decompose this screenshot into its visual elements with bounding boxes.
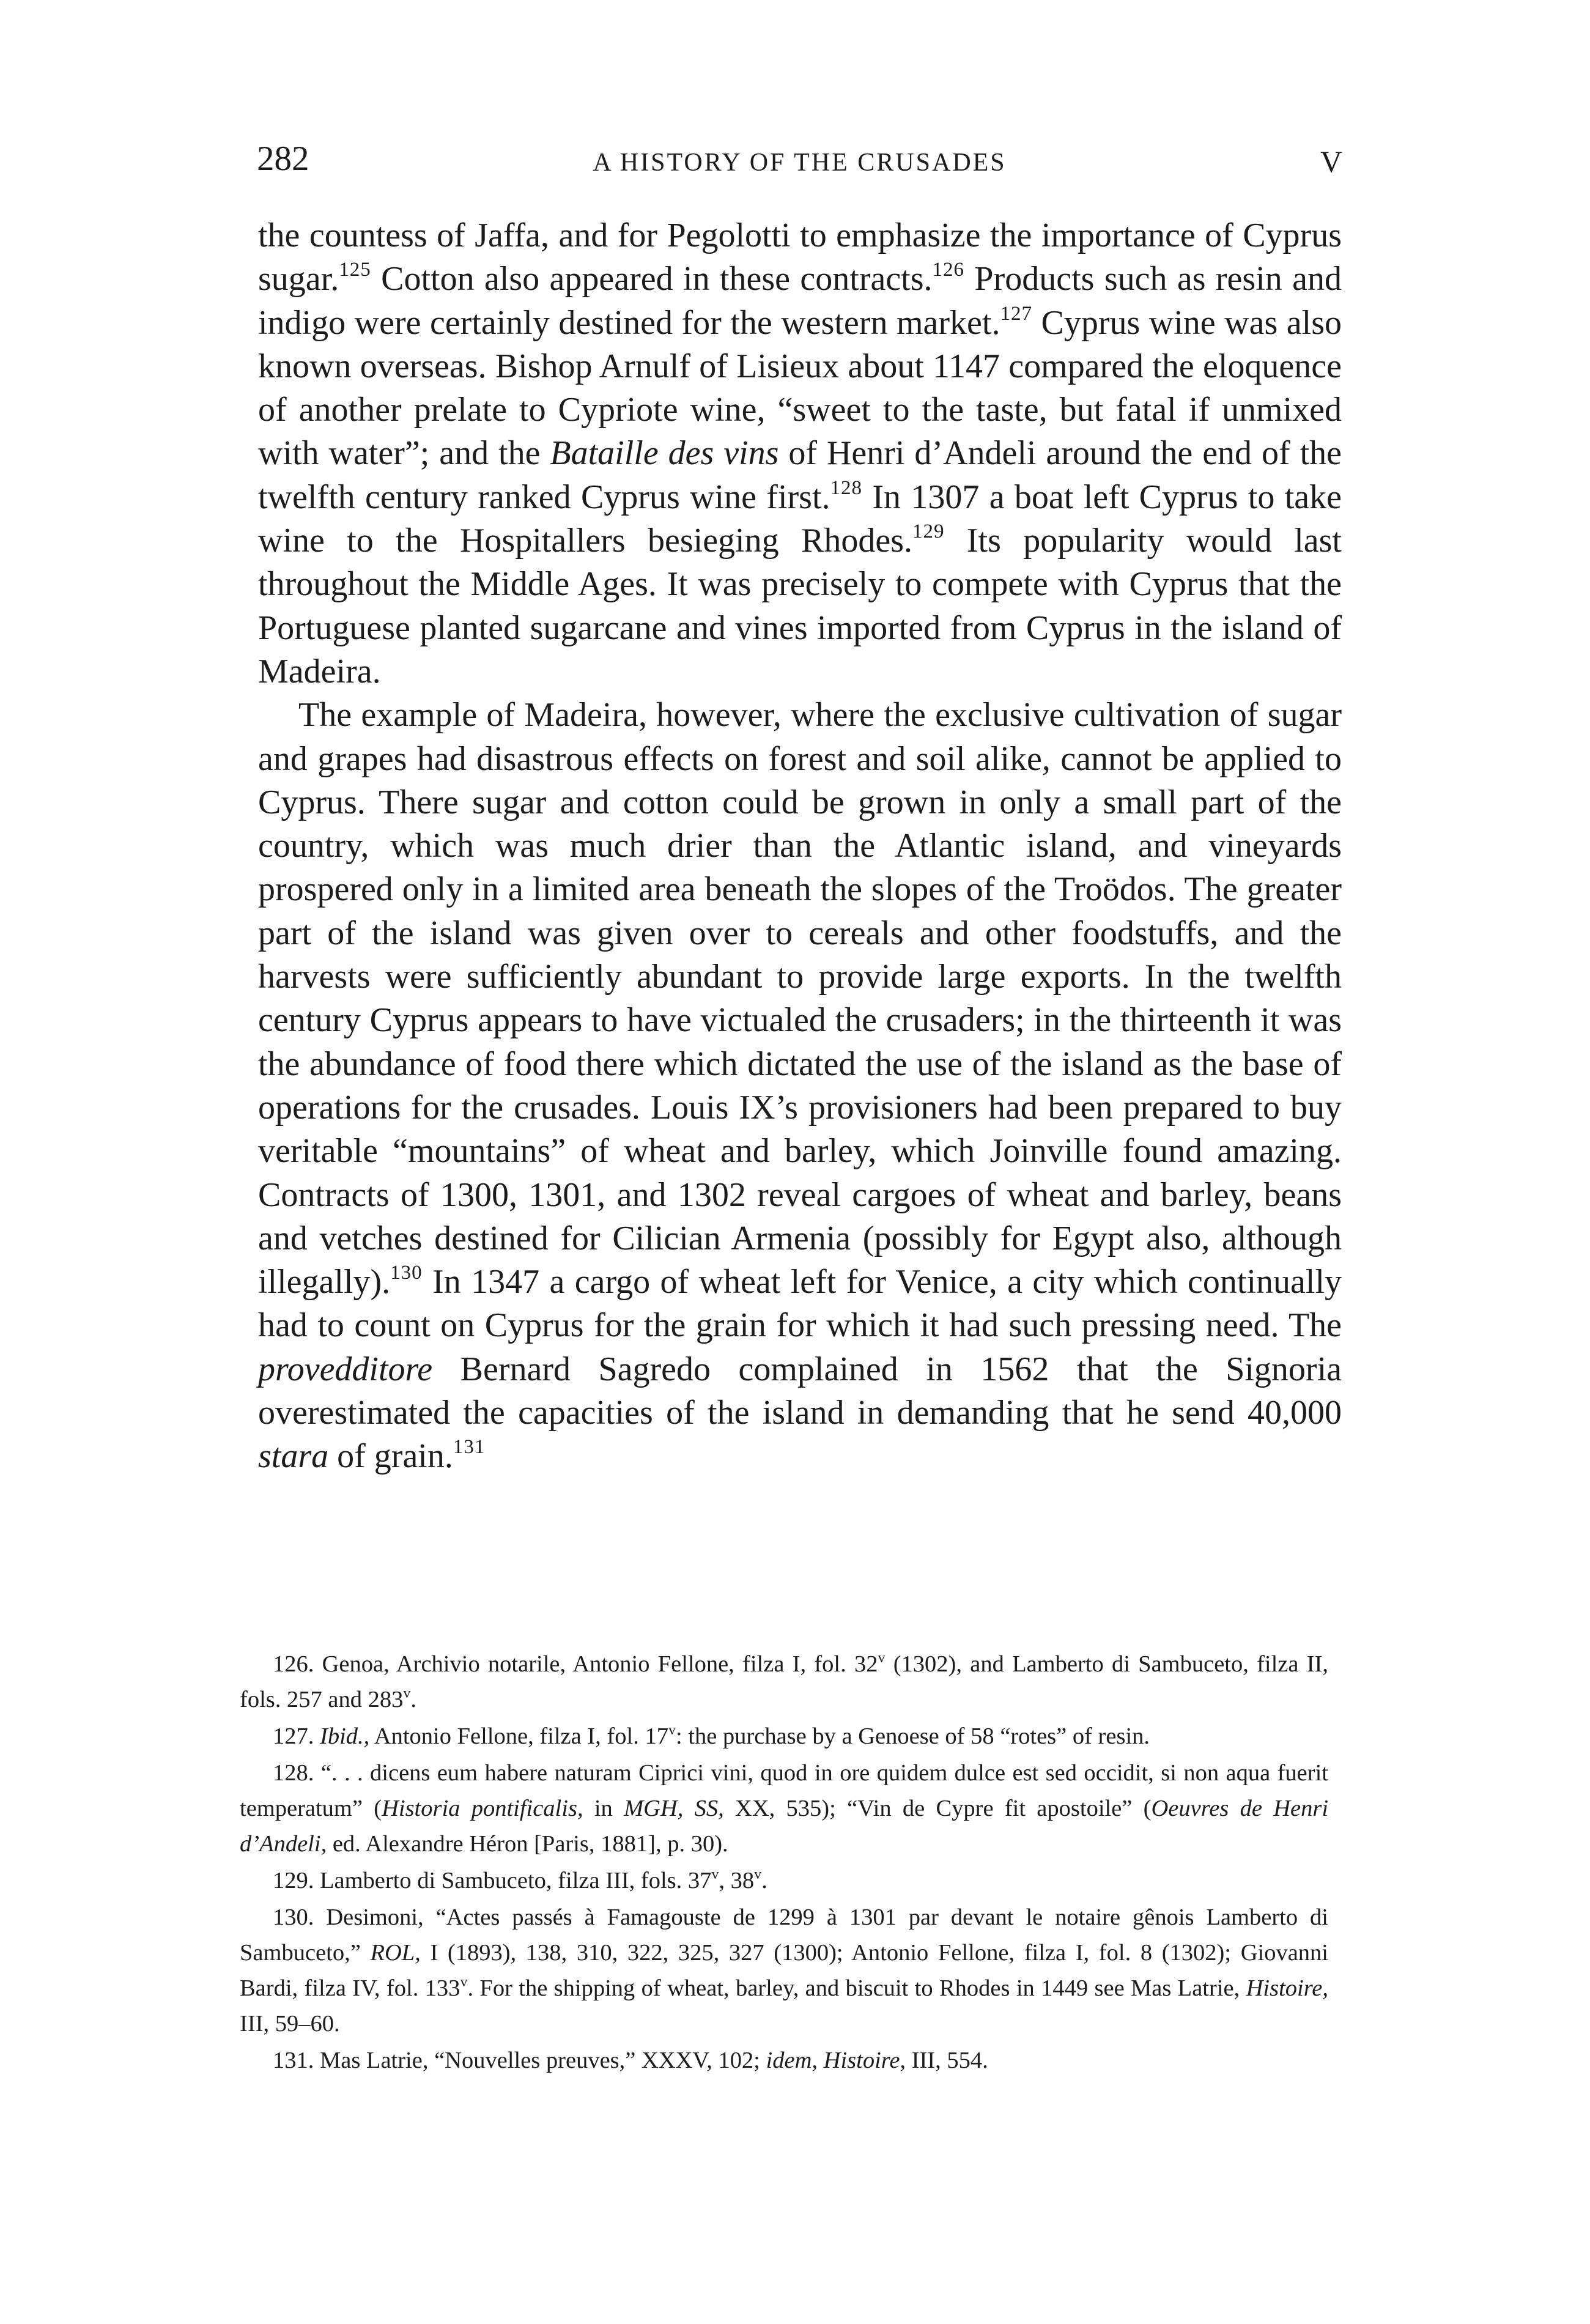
text-run: III, 59–60.: [240, 2011, 340, 2037]
text-run: Cotton also appeared in these contracts.: [371, 260, 933, 298]
italic-text: Oeuvres de Henri d’Andeli,: [240, 1796, 1329, 1857]
italic-text: idem, Histoire,: [766, 2048, 906, 2073]
footnote-127: [240, 1719, 1328, 1754]
text-run: Products such as resin and indigo were certainly destined for the western market.: [258, 260, 1342, 342]
superscript: v: [878, 1650, 886, 1666]
superscript: v: [711, 1867, 719, 1882]
text-run: III, 554.: [906, 2048, 988, 2073]
footnote-129: [240, 1863, 1328, 1898]
text-run: : the purchase by a Genoese of 58 “rotes” of resin.: [675, 1723, 1150, 1749]
italic-text: ROL,: [370, 1940, 421, 1966]
text-run: In 1307 a boat left Cyprus to take wine to the Hospitallers besieging Rhodes.: [258, 478, 1342, 560]
footnote-130: [240, 1900, 1328, 2041]
footnote-131: [240, 2043, 1328, 2078]
superscript: v: [668, 1722, 676, 1738]
chapter-numeral: V: [1320, 144, 1342, 179]
text-run: XX, 535); “Vin de Cypre fit apostoile” (: [723, 1796, 1152, 1821]
text-run: of Henri d’Andeli around the end of the twelfth century ranked Cyprus wine first.: [258, 434, 1342, 516]
superscript: v: [460, 1974, 468, 1990]
text-run: in: [583, 1796, 624, 1821]
main-text: [258, 214, 1342, 1479]
page-number: 282: [257, 139, 309, 178]
paragraph-1: [258, 214, 1342, 694]
text-run: 127.: [273, 1723, 320, 1749]
text-run: In 1347 a cargo of wheat left for Venice, a city which continually had to count on Cyprus for the grain for which it had such pressing need. The: [258, 1263, 1342, 1345]
text-run: Bernard Sagredo complained in 1562 that the Signoria overestimated the capacities of the island in demanding that he send 40,000: [258, 1350, 1342, 1432]
text-run: Its popularity would last throughout the Middle Ages. It was precisely to compete with Cyprus that the Portuguese planted sugarcane and vines imported from Cyprus in the island of Madeira.: [258, 522, 1342, 690]
italic-text: MGH, SS,: [624, 1796, 724, 1821]
italic-term: provedditore: [258, 1350, 433, 1388]
footnote-ref-126: 126: [932, 259, 965, 281]
text-run: Cyprus wine was also known overseas. Bishop Arnulf of Lisieux about 1147 compared the eloquence of another prelate to Cypriote wine, “sweet to the taste, but fatal if unmixed with water”; and the: [258, 303, 1342, 473]
running-title: A HISTORY OF THE CRUSADES: [593, 149, 1007, 177]
text-run: 129. Lamberto di Sambuceto, filza III, fols. 37: [273, 1868, 712, 1893]
superscript: v: [754, 1867, 762, 1882]
footnote-ref-130: 130: [390, 1262, 423, 1284]
text-run: (1302), and Lamberto di Sambuceto, filza II, fols. 257 and 283: [240, 1651, 1328, 1712]
italic-text: Historia pontificalis,: [382, 1796, 583, 1821]
footnote-ref-125: 125: [339, 259, 371, 281]
text-run: 130. Desimoni, “Actes passés à Famagouste de 1299 à 1301 par devant le notaire gênois Lamberto di Sambuceto,”: [240, 1904, 1328, 1966]
footnote-ref-128: 128: [830, 476, 863, 499]
text-run: Antonio Fellone, filza I, fol. 17: [369, 1723, 668, 1749]
footnote-ref-131: 131: [453, 1436, 486, 1459]
text-run: 126. Genoa, Archivio notarile, Antonio Fellone, filza I, fol. 32: [273, 1651, 878, 1677]
italic-text: Ibid.,: [320, 1723, 370, 1749]
footnotes: [240, 1646, 1328, 2079]
italic-term: stara: [258, 1437, 329, 1476]
superscript: v: [403, 1686, 411, 1701]
text-run: ed. Alexandre Héron [Paris, 1881], p. 30).: [327, 1831, 728, 1857]
italic-text: Histoire,: [1246, 1975, 1328, 2001]
text-run: The example of Madeira, however, where the exclusive cultivation of sugar and grapes had disastrous effects on forest and soil alike, cannot be applied to Cyprus. There sugar and cotton could be grown in only a small part of the country, which was much drier than the Atlantic island, and vineyards prospered only in a limited area beneath the slopes of the Troödos. The greater part of the island was given over to cereals and other foodstuffs, and the harvests were sufficiently abundant to provide large exports. In the twelfth century Cyprus appears to have victualed the crusaders; in the thirteenth it was the abundance of food there which dictated the use of the island as the base of operations for the crusades. Louis IX’s provisioners had been prepared to buy veritable “mountains” of wheat and barley, which Joinville found amazing. Contracts of 1300, 1301, and 1302 reveal cargoes of wheat and barley, beans and vetches destined for Cilician Armenia (possibly for Egypt also, although illegally).: [258, 696, 1342, 1301]
footnote-ref-127: 127: [1000, 302, 1032, 325]
paragraph-2: [258, 694, 1342, 1478]
running-head: [257, 135, 1342, 183]
text-run: , 38: [719, 1868, 755, 1893]
text-run: of grain.: [328, 1437, 453, 1476]
footnote-126: [240, 1646, 1328, 1717]
text-run: 131. Mas Latrie, “Nouvelles preuves,” XXXV, 102;: [273, 2048, 766, 2073]
text-run: .: [761, 1868, 767, 1893]
text-run: .: [410, 1687, 416, 1712]
text-run: 128. “. . . dicens eum habere naturam Ciprici vini, quod in ore quidem dulce est sed occidit, si non aqua fuerit temperatum” (: [240, 1760, 1328, 1821]
footnote-ref-129: 129: [912, 520, 945, 543]
text-run: the countess of Jaffa, and for Pegolotti to emphasize the importance of Cyprus sugar.: [258, 216, 1342, 298]
text-run: . For the shipping of wheat, barley, and biscuit to Rhodes in 1449 see Mas Latrie,: [467, 1975, 1246, 2001]
footnote-128: [240, 1755, 1328, 1862]
text-run: I (1893), 138, 310, 322, 325, 327 (1300); Antonio Fellone, filza I, fol. 8 (1302); Giovanni Bardi, filza IV, fol. 133: [240, 1940, 1328, 2001]
italic-title: Bataille des vins: [550, 434, 779, 473]
